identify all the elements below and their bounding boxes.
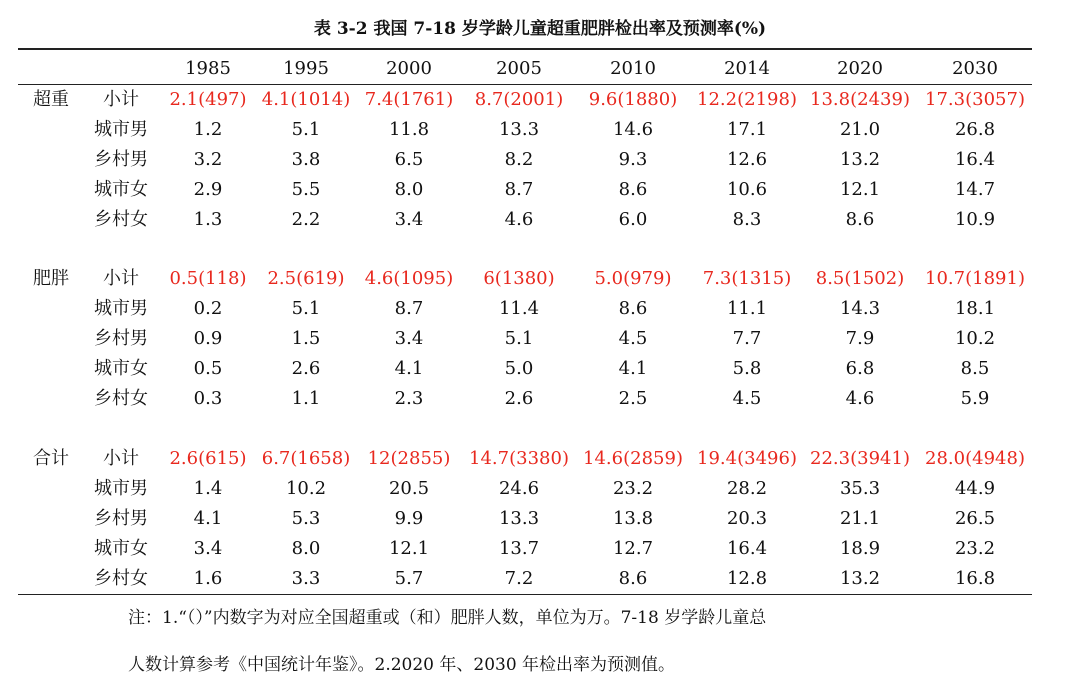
table-cell: 3.4	[394, 209, 424, 230]
table-cell: 8.6	[618, 298, 648, 319]
table-cell: 28.0(4948)	[925, 448, 1025, 469]
table-cell: 16.4	[726, 538, 768, 559]
table-cell: 44.9	[954, 478, 996, 499]
table-cell: 4.6	[504, 209, 534, 230]
table-cell: 9.9	[394, 508, 424, 529]
table-cell: 13.3	[498, 119, 540, 140]
table-cell: 13.8	[612, 508, 654, 529]
row-label: 城市女	[94, 358, 148, 379]
table-cell: 4.1(1014)	[261, 89, 351, 110]
table-cell: 11.4	[498, 298, 540, 319]
table-cell: 1.1	[291, 388, 321, 409]
table-cell: 7.7	[732, 328, 762, 349]
table-cell: 22.3(3941)	[810, 448, 910, 469]
table-cell: 12(2855)	[367, 448, 451, 469]
table-row	[0, 534, 1080, 564]
table-cell: 23.2	[954, 538, 996, 559]
year-header-2000: 2000	[386, 58, 432, 79]
table-cell: 2.1(497)	[169, 89, 247, 110]
table-cell: 10.6	[726, 179, 768, 200]
table-cell: 4.1	[394, 358, 424, 379]
table-cell: 8.6	[845, 209, 875, 230]
table-cell: 0.3	[193, 388, 223, 409]
table-cell: 5.0	[504, 358, 534, 379]
table-cell: 10.2	[285, 478, 327, 499]
table-cell: 3.4	[394, 328, 424, 349]
table-cell: 5.5	[291, 179, 321, 200]
table-cell: 8.5(1502)	[815, 268, 905, 289]
table-cell: 7.9	[845, 328, 875, 349]
table-cell: 14.7	[954, 179, 996, 200]
table-cell: 6.5	[394, 149, 424, 170]
table-bottom-rule	[18, 594, 1032, 595]
table-title: 表 3-2 我国 7-18 岁学龄儿童超重肥胖检出率及预测率(%)	[313, 19, 767, 39]
table-cell: 14.6(2859)	[583, 448, 683, 469]
row-label: 小计	[103, 268, 139, 289]
table-cell: 17.1	[726, 119, 768, 140]
table-cell: 8.7	[394, 298, 424, 319]
table-cell: 8.3	[732, 209, 762, 230]
table-cell: 6.8	[845, 358, 875, 379]
table-cell: 28.2	[726, 478, 768, 499]
table-cell: 13.2	[839, 568, 881, 589]
subtotal-row	[0, 264, 1080, 294]
table-cell: 13.3	[498, 508, 540, 529]
table-cell: 4.5	[732, 388, 762, 409]
table-cell: 1.4	[193, 478, 223, 499]
table-cell: 13.2	[839, 149, 881, 170]
table-cell: 0.2	[193, 298, 223, 319]
table-cell: 3.8	[291, 149, 321, 170]
table-cell: 2.9	[193, 179, 223, 200]
row-label: 乡村男	[94, 508, 148, 529]
table-cell: 7.3(1315)	[702, 268, 792, 289]
table-row	[0, 294, 1080, 324]
table-cell: 2.3	[394, 388, 424, 409]
row-label: 乡村男	[94, 149, 148, 170]
row-label: 城市女	[94, 538, 148, 559]
year-header-row	[0, 54, 1080, 84]
footnote-line-1: 注：1.“（）”内数字为对应全国超重或（和）肥胖人数，单位为万。7-18 岁学龄儿童总	[128, 608, 767, 628]
table-cell: 0.5(118)	[169, 268, 247, 289]
table-cell: 12.6	[726, 149, 768, 170]
table-cell: 10.7(1891)	[925, 268, 1025, 289]
group-label: 合计	[33, 448, 69, 469]
table-cell: 35.3	[839, 478, 881, 499]
row-label: 乡村男	[94, 328, 148, 349]
subtotal-row	[0, 444, 1080, 474]
table-cell: 4.6(1095)	[364, 268, 454, 289]
table-cell: 19.4(3496)	[697, 448, 797, 469]
table-cell: 14.7(3380)	[469, 448, 569, 469]
row-label: 乡村女	[94, 209, 148, 230]
table-cell: 2.6(615)	[169, 448, 247, 469]
year-header-2020: 2020	[837, 58, 883, 79]
table-cell: 9.6(1880)	[588, 89, 678, 110]
table-cell: 24.6	[498, 478, 540, 499]
table-cell: 1.5	[291, 328, 321, 349]
table-cell: 18.1	[954, 298, 996, 319]
table-cell: 14.3	[839, 298, 881, 319]
table-cell: 18.9	[839, 538, 881, 559]
table-cell: 6.7(1658)	[261, 448, 351, 469]
table-cell: 12.2(2198)	[697, 89, 797, 110]
table-row	[0, 474, 1080, 504]
table-cell: 26.5	[954, 508, 996, 529]
table-cell: 2.5	[618, 388, 648, 409]
table-cell: 1.2	[193, 119, 223, 140]
table-cell: 8.6	[618, 568, 648, 589]
table-cell: 5.3	[291, 508, 321, 529]
table-cell: 4.1	[618, 358, 648, 379]
footnote-line-2: 人数计算参考《中国统计年鉴》。2.2020 年、2030 年检出率为预测值。	[128, 655, 676, 675]
table-cell: 5.0(979)	[594, 268, 672, 289]
table-cell: 23.2	[612, 478, 654, 499]
year-header-1995: 1995	[283, 58, 329, 79]
row-label: 城市男	[94, 298, 148, 319]
table-cell: 16.4	[954, 149, 996, 170]
table-row	[0, 384, 1080, 414]
table-row	[0, 504, 1080, 534]
table-cell: 12.1	[839, 179, 881, 200]
table-cell: 0.5	[193, 358, 223, 379]
table-cell: 17.3(3057)	[925, 89, 1025, 110]
table-row	[0, 354, 1080, 384]
table-cell: 5.1	[291, 119, 321, 140]
table-row	[0, 145, 1080, 175]
table-cell: 8.7(2001)	[474, 89, 564, 110]
table-cell: 2.6	[504, 388, 534, 409]
table-cell: 8.7	[504, 179, 534, 200]
table-cell: 10.2	[954, 328, 996, 349]
row-label: 小计	[103, 89, 139, 110]
table-cell: 12.7	[612, 538, 654, 559]
table-cell: 14.6	[612, 119, 654, 140]
row-label: 城市男	[94, 119, 148, 140]
table-row	[0, 324, 1080, 354]
table-cell: 5.8	[732, 358, 762, 379]
table-row	[0, 205, 1080, 235]
table-cell: 11.8	[388, 119, 430, 140]
year-header-2010: 2010	[610, 58, 656, 79]
row-label: 小计	[103, 448, 139, 469]
table-cell: 8.2	[504, 149, 534, 170]
table-cell: 2.6	[291, 358, 321, 379]
table-row	[0, 115, 1080, 145]
table-cell: 2.2	[291, 209, 321, 230]
table-top-rule	[18, 48, 1032, 50]
table-cell: 8.0	[394, 179, 424, 200]
table-cell: 12.1	[388, 538, 430, 559]
table-cell: 26.8	[954, 119, 996, 140]
table-cell: 10.9	[954, 209, 996, 230]
row-label: 乡村女	[94, 568, 148, 589]
year-header-2030: 2030	[952, 58, 998, 79]
table-cell: 8.0	[291, 538, 321, 559]
year-header-2005: 2005	[496, 58, 542, 79]
table-cell: 3.2	[193, 149, 223, 170]
table-cell: 6(1380)	[483, 268, 555, 289]
table-cell: 3.3	[291, 568, 321, 589]
table-cell: 5.1	[504, 328, 534, 349]
table-cell: 3.4	[193, 538, 223, 559]
table-cell: 5.1	[291, 298, 321, 319]
year-header-1985: 1985	[185, 58, 231, 79]
table-cell: 12.8	[726, 568, 768, 589]
table-cell: 4.6	[845, 388, 875, 409]
table-cell: 8.5	[960, 358, 990, 379]
row-label: 城市女	[94, 179, 148, 200]
table-cell: 4.1	[193, 508, 223, 529]
table-cell: 11.1	[726, 298, 768, 319]
table-cell: 21.1	[839, 508, 881, 529]
table-cell: 7.2	[504, 568, 534, 589]
table-cell: 2.5(619)	[267, 268, 345, 289]
year-header-2014: 2014	[724, 58, 770, 79]
table-cell: 13.7	[498, 538, 540, 559]
table-cell: 20.3	[726, 508, 768, 529]
table-cell: 16.8	[954, 568, 996, 589]
row-label: 城市男	[94, 478, 148, 499]
table-cell: 6.0	[618, 209, 648, 230]
group-label: 超重	[33, 89, 69, 110]
table-cell: 13.8(2439)	[810, 89, 910, 110]
table-cell: 5.9	[960, 388, 990, 409]
group-label: 肥胖	[33, 268, 69, 289]
table-cell: 21.0	[839, 119, 881, 140]
table-row	[0, 175, 1080, 205]
row-label: 乡村女	[94, 388, 148, 409]
table-cell: 5.7	[394, 568, 424, 589]
table-cell: 20.5	[388, 478, 430, 499]
table-cell: 9.3	[618, 149, 648, 170]
table-cell: 4.5	[618, 328, 648, 349]
table-cell: 1.3	[193, 209, 223, 230]
subtotal-row	[0, 85, 1080, 115]
table-row	[0, 564, 1080, 594]
table-cell: 7.4(1761)	[364, 89, 454, 110]
table-cell: 0.9	[193, 328, 223, 349]
table-cell: 1.6	[193, 568, 223, 589]
table-cell: 8.6	[618, 179, 648, 200]
